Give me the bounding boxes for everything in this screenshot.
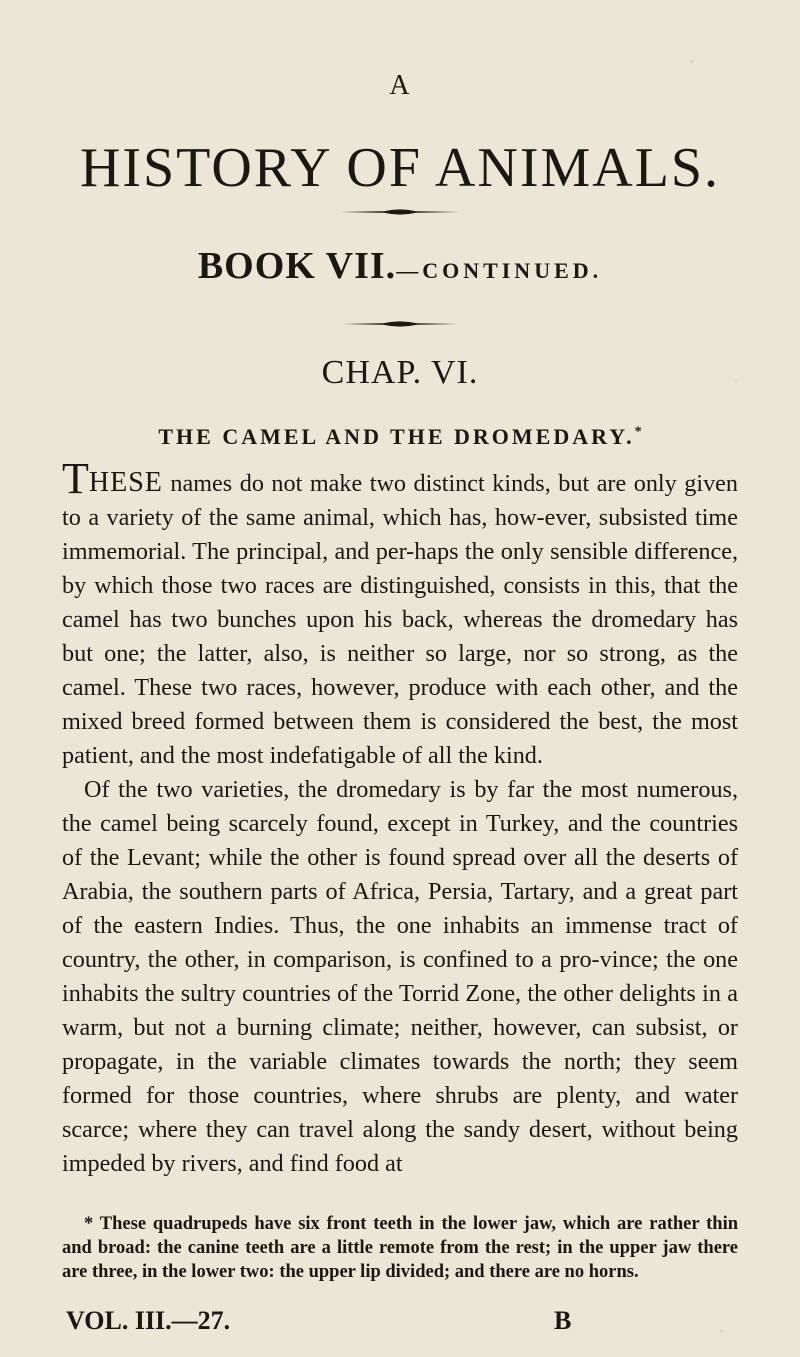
book-heading [0,244,800,288]
book-number: BOOK VII. [197,245,397,287]
ornament-icon [340,208,460,216]
chapter-heading: CHAP. VI. [321,354,479,391]
chapter-subtitle [0,424,800,450]
paragraph: Of the two varieties, the dromedary is by far the most numerous, the camel being scarcely found, except in Turkey, and the countries of the Levant; while the other is found spread over all the deserts of Arabia, the southern parts of Africa, Persia, Tartary, and a great part of the eastern Indies. Thus, the one inhabits an immense tract of country, the other, in comparison, is confined to a pro-vince; the one inhabits the sultry countries of the Torrid Zone, the other delights in a warm, but not a burning climate; neither, however, can subsist, or propagate, in the variable climates towards the north; they seem formed for those countries, where shrubs are plenty, and water scarce; where they can travel along the sandy desert, without being impeded by rivers, and find food at [62,776,738,1177]
title-article: A [389,70,411,101]
ornamental-rule-top [0,208,800,216]
page-title: HISTORY OF ANIMALS. [79,136,721,199]
continued-label: —CONTINUED. [396,258,603,283]
body-text [62,454,738,1181]
subtitle-text: THE CAMEL AND THE DROMEDARY. [158,424,635,449]
paper-speck [720,1330,723,1332]
footnote-text: * These quadrupeds have six front teeth in the lower jaw, which are rather thin and broad: the canine teeth are a little remote from the rest; in the upper jaw there are three, in the lower two: the upper lip divided; and there are no horns. [62,1214,738,1282]
first-word: HESE [88,467,163,498]
volume-number: VOL. III.—27. [66,1306,231,1335]
paper-speck [690,60,693,63]
paragraph [62,454,738,773]
paragraph-text: names do not make two distinct kinds, but are only given to a variety of the same animal, which has, how-ever, subsisted time immemorial. The principal, and per-haps the only sensible difference, by which those two races are distinguished, consists in this, that the camel has two bunches upon his back, whereas the dromedary has but one; the latter, also, is neither so large, nor so strong, as the camel. These two races, however, produce with each other, and the mixed breed formed between them is considered the best, the most patient, and the most indefatigable of all the kind. [62,470,738,769]
footnote-marker: * [634,424,642,440]
ornament-icon [343,320,457,328]
signature-mark: B [554,1306,572,1335]
footnote [62,1212,738,1284]
ornamental-rule-bottom [0,320,800,328]
drop-cap: T [62,454,89,503]
